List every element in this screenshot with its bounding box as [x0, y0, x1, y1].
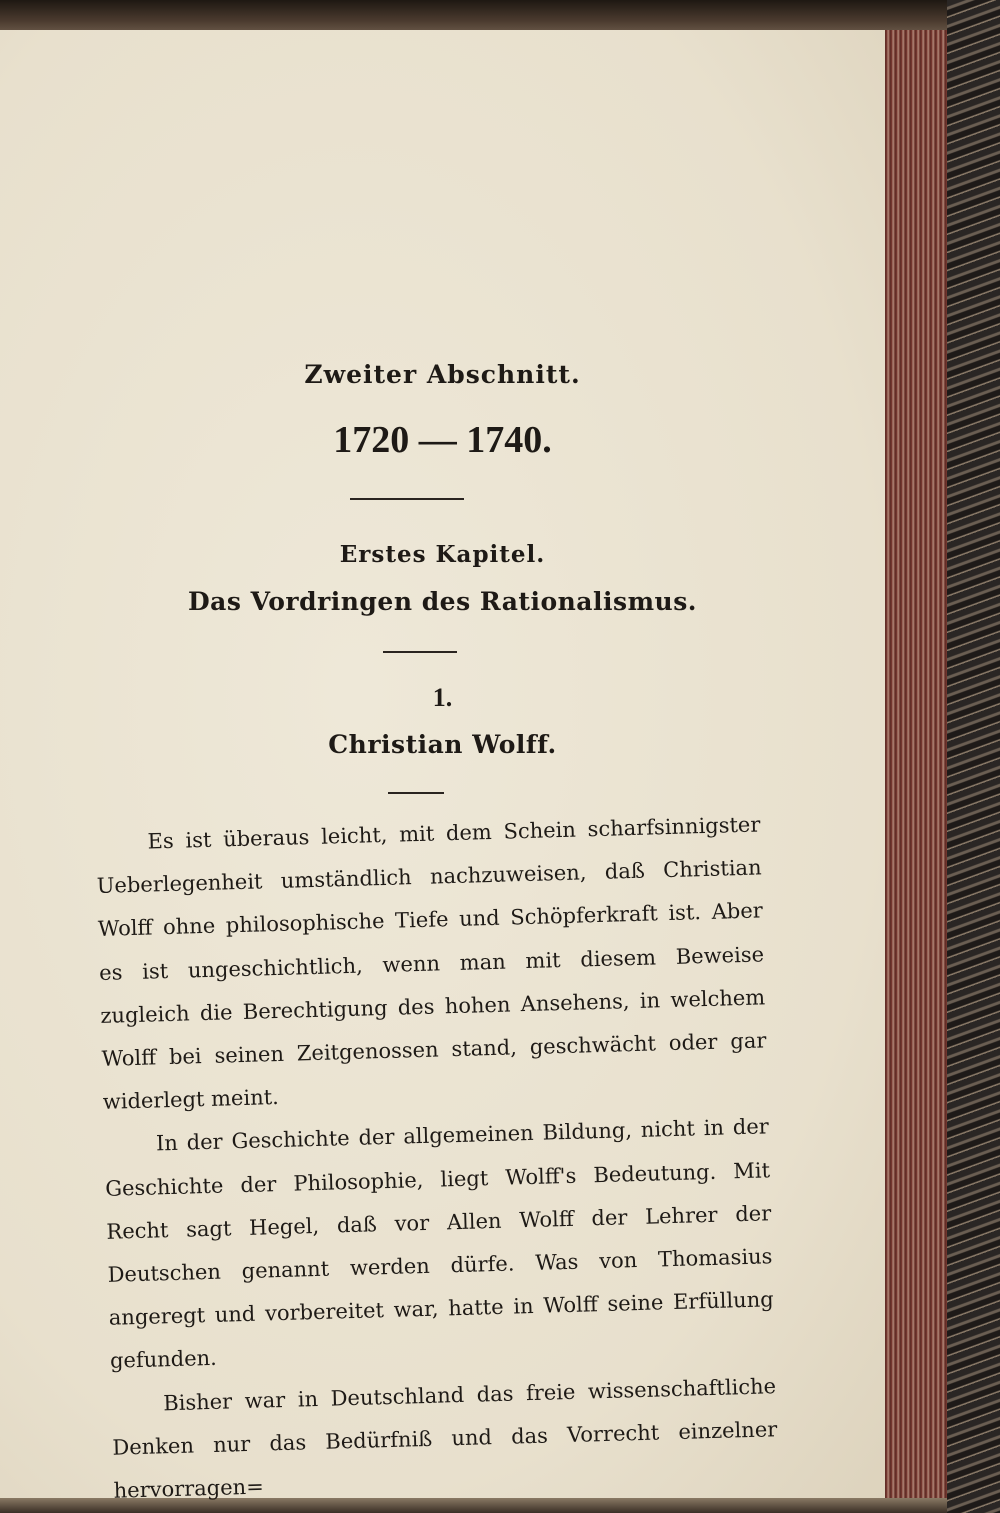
chapter-title: Das Vordringen des Rationalismus.: [188, 587, 697, 616]
divider-rule: [350, 498, 464, 500]
section-heading: Zweiter Abschnitt.: [304, 360, 581, 389]
marbled-cover: [947, 0, 1000, 1513]
page-edges: [885, 30, 947, 1500]
chapter-label: Erstes Kapitel.: [339, 541, 546, 568]
body-text: [95, 803, 779, 1513]
subsection-number: 1.: [432, 683, 453, 712]
divider-rule: [388, 792, 444, 794]
years-heading: 1720 — 1740.: [333, 419, 552, 461]
paragraph: Es ist überaus leicht, mit dem Schein scharfsinnigster Ueberlegenheit umständlich nachzuweisen, daß Christian Wolff ohne philosophische Tiefe und Schöpferkraft ist. Aber es ist ungeschichtlich, wenn man mit diesem Beweise zugleich die Berechtigung des hohen Ansehens, in welchem Wolff bei seinen Zeitgenossen stand, geschwächt oder gar widerlegt meint.: [96, 812, 767, 1115]
divider-rule: [383, 651, 457, 653]
paragraph: Bisher war in Deutschland das freie wissenschaftliche Denken nur das Bedürfniß und das Vorrecht einzelner hervorragen=: [112, 1373, 778, 1503]
book-top-edge: [0, 0, 1000, 34]
subsection-title: Christian Wolff.: [328, 730, 557, 759]
paragraph: In der Geschichte der allgemeinen Bildung, nicht in der Geschichte der Philosophie, liegt Wolff's Bedeutung. Mit Recht sagt Hegel, daß vor Allen Wolff der Lehrer der Deutschen genannt werden dürfe. Was von Thomasius angeregt und vorbereitet war, hatte in Wolff seine Erfüllung gefunden.: [104, 1114, 774, 1374]
